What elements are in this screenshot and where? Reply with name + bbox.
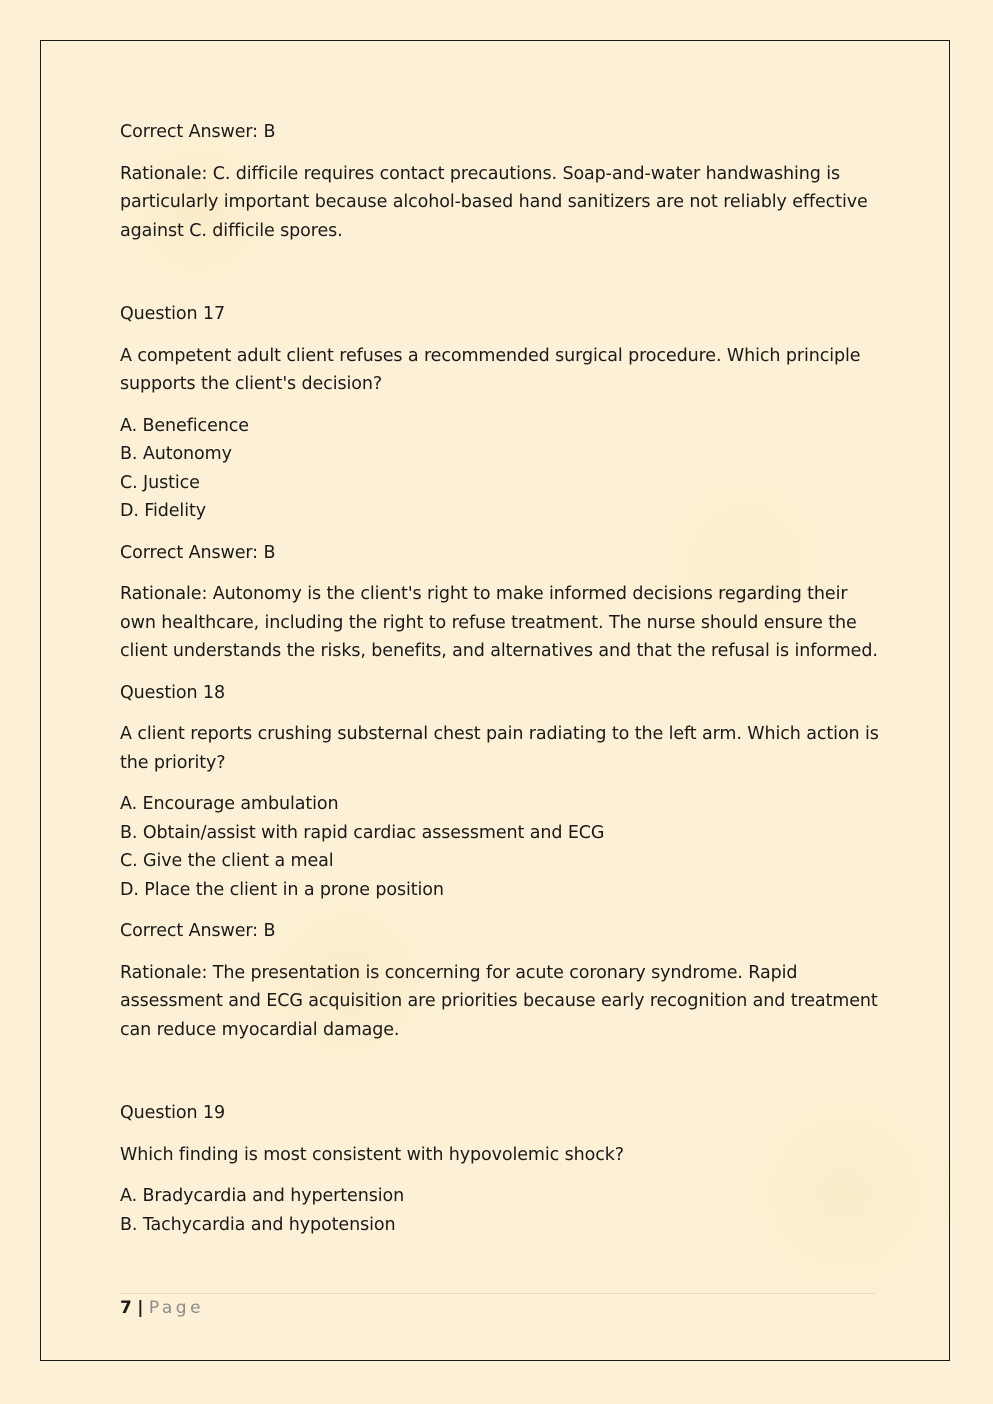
q17-options — [120, 412, 880, 526]
q16-correct-answer: Correct Answer: B — [120, 122, 276, 142]
q17-option-c: C. Justice — [120, 472, 200, 493]
q16-rationale: Rationale: C. difficile requires contact precautions. Soap-and-water handwashing is particularly important because alcohol-based hand sanitizers are not reliably effective against C. difficile spores. — [120, 163, 868, 241]
q18-option-a: A. Encourage ambulation — [120, 794, 339, 814]
q17-option-a: A. Beneficence — [120, 415, 249, 436]
page-footer — [120, 1294, 204, 1322]
q18-stem: A client reports crushing substernal chest pain radiating to the left arm. Which action is the priority? — [120, 724, 879, 773]
q19-option-b: B. Tachycardia and hypotension — [120, 1214, 396, 1235]
q18-options — [120, 790, 880, 904]
q18-heading: Question 18 — [120, 682, 226, 703]
page-label: Page — [148, 1298, 205, 1318]
q18-option-b: B. Obtain/assist with rapid cardiac assessment and ECG — [120, 822, 605, 843]
q19-stem: Which finding is most consistent with hypovolemic shock? — [120, 1144, 624, 1165]
q17-correct-answer: Correct Answer: B — [120, 542, 276, 563]
q17-option-b: B. Autonomy — [120, 444, 232, 464]
q19-option-a: A. Bradycardia and hypertension — [120, 1186, 405, 1206]
q18-option-c: C. Give the client a meal — [120, 851, 334, 871]
q19-options — [120, 1182, 880, 1239]
footer-divider — [120, 1293, 875, 1294]
page-number: 7 — [120, 1298, 132, 1318]
q17-option-d: D. Fidelity — [120, 501, 206, 521]
q18-correct-answer: Correct Answer: B — [120, 921, 276, 941]
page-separator: | — [137, 1298, 144, 1318]
document-content — [120, 118, 880, 1239]
q17-heading: Question 17 — [120, 304, 226, 324]
q18-option-d: D. Place the client in a prone position — [120, 879, 444, 900]
q17-stem: A competent adult client refuses a recommended surgical procedure. Which principle supports the client's decision? — [120, 345, 861, 394]
q18-rationale: Rationale: The presentation is concerning for acute coronary syndrome. Rapid assessment and ECG acquisition are priorities because early recognition and treatment can reduce myocardial damage. — [120, 962, 878, 1040]
q17-rationale: Rationale: Autonomy is the client's right to make informed decisions regarding their own healthcare, including the right to refuse treatment. The nurse should ensure the client understands the risks, benefits, and alternatives and that the refusal is informed. — [120, 584, 878, 661]
q19-heading: Question 19 — [120, 1103, 226, 1123]
